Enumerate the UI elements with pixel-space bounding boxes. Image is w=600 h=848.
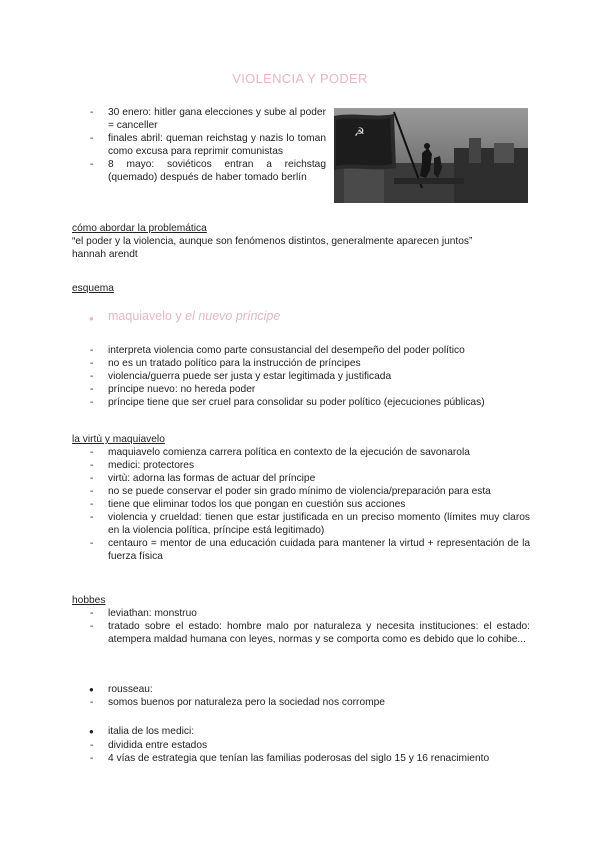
virtu-list <box>92 446 530 563</box>
problematica-section <box>72 222 530 261</box>
list-item: - virtù: adorna las formas de actuar del príncipe <box>92 472 530 485</box>
italia-bullet <box>92 725 530 738</box>
list-item: - somos buenos por naturaleza pero la sociedad nos corrompe <box>92 696 530 709</box>
svg-text:☭: ☭ <box>354 125 365 139</box>
rousseau-list <box>92 696 530 709</box>
list-item: - 8 mayo: soviéticos entran a reichstag (quemado) después de haber tomado berlín <box>92 158 326 184</box>
bullet-item: ● rousseau: <box>92 683 530 696</box>
list-item: - leviathan: monstruo <box>92 607 530 620</box>
list-item: - violencia/guerra puede ser justa y estar legitimada y justificada <box>92 370 530 383</box>
maquiavelo-bullet <box>89 309 281 323</box>
list-item: - 30 enero: hitler gana elecciones y sube al poder = canceller <box>92 106 326 132</box>
hobbes-heading-block <box>72 594 530 607</box>
list-item: - tiene que eliminar todos los que pongan en cuestión sus acciones <box>92 498 530 511</box>
list-item: - interpreta violencia como parte consustancial del desempeño del poder político <box>92 344 530 357</box>
quote: “el poder y la violencia, aunque son fenómenos distintos, generalmente aparecen juntos” <box>72 236 473 247</box>
page-title: VIOLENCIA Y PODER <box>232 71 368 86</box>
list-item: - príncipe nuevo: no hereda poder <box>92 383 530 396</box>
rousseau-bullet <box>92 683 530 696</box>
bullet-dot-icon: ● <box>89 314 94 323</box>
section-heading: la virtù y maquiavelo <box>72 434 165 445</box>
list-item: - finales abril: queman reichstag y nazis lo toman como excusa para reprimir comunistas <box>92 132 326 158</box>
list-item: - dividida entre estados <box>92 739 530 752</box>
intro-list <box>92 106 326 184</box>
italia-list <box>92 739 530 765</box>
reichstag-flag-photo <box>334 108 528 203</box>
list-item: - violencia y crueldad: tienen que estar justificada en un preciso momento (límites muy claros en la violencia política, príncipe está legitimado) <box>92 511 530 537</box>
list-item: - centauro = mentor de una educación cuidada para mantener la virtud + representación de la fuerza física <box>92 537 530 563</box>
list-item: - tratado sobre el estado: hombre malo por naturaleza y necesita instituciones: el estado: atempera maldad humana con leyes, normas y se comporta como es debido que lo cohibe... <box>92 620 530 646</box>
section-heading: esquema <box>72 283 114 294</box>
photo-illustration <box>334 108 528 203</box>
hobbes-list <box>92 607 530 646</box>
list-item: - maquiavelo comienza carrera política en contexto de la ejecución de savonarola <box>92 446 530 459</box>
bullet-italic-text: el nuevo príncipe <box>185 309 281 323</box>
esquema-list <box>92 344 530 409</box>
list-item: - medici: protectores <box>92 459 530 472</box>
bullet-item: ● italia de los medici: <box>92 725 530 738</box>
bullet-text: maquiavelo y <box>108 309 186 323</box>
section-heading: cómo abordar la problemática <box>72 223 207 234</box>
list-item: - príncipe tiene que ser cruel para consolidar su poder político (ejecuciones públicas) <box>92 396 530 409</box>
list-item: - 4 vías de estrategia que tenían las familias poderosas del siglo 15 y 16 renacimiento <box>92 752 530 765</box>
list-item: - no se puede conservar el poder sin grado mínimo de violencia/preparación para esta <box>92 485 530 498</box>
section-heading: hobbes <box>72 595 106 606</box>
virtu-heading-block <box>72 433 530 446</box>
quote-author: hannah arendt <box>72 249 138 260</box>
esquema-heading-block <box>72 282 530 295</box>
list-item: - no es un tratado político para la instrucción de príncipes <box>92 357 530 370</box>
